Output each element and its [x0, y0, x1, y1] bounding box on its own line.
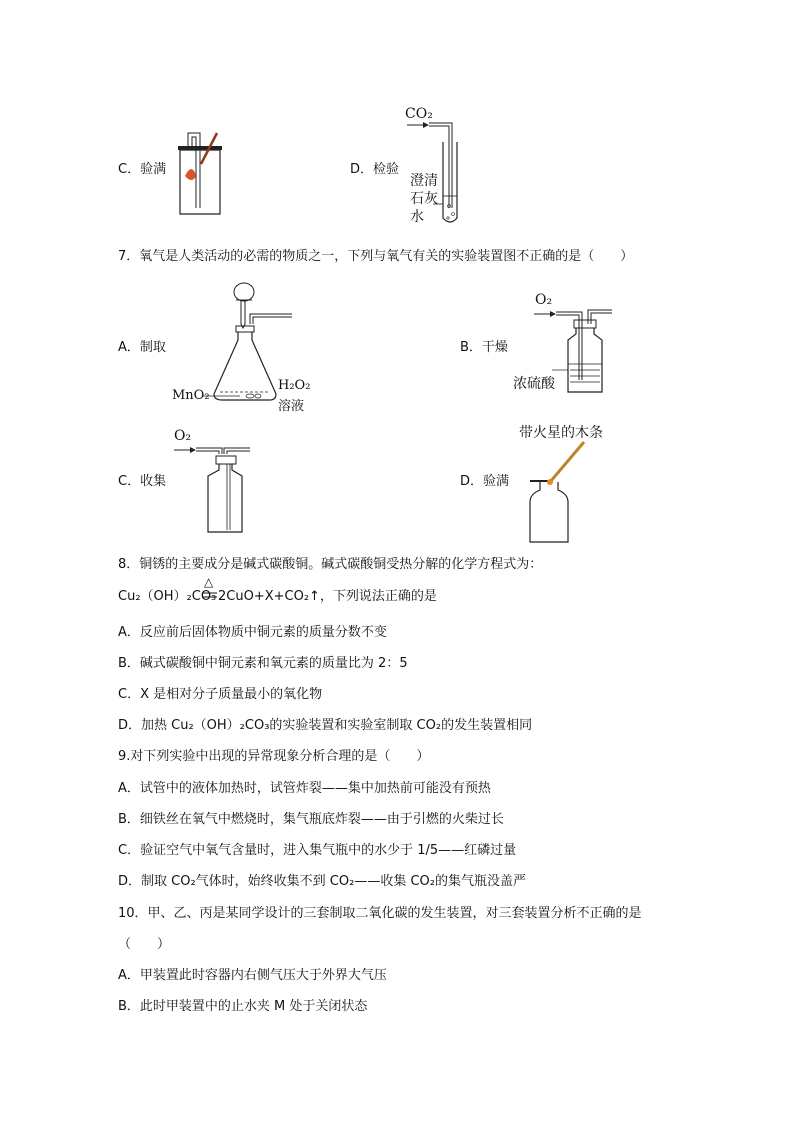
q7-option-b-label: B．干燥 [460, 340, 508, 355]
q9-option-c: C．验证空气中氧气含量时，进入集气瓶中的水少于 1/5——红磷过量 [118, 843, 517, 858]
q7-a-solution-line1: H₂O₂ [278, 378, 311, 393]
q10-stem-line2: （ ） [118, 937, 171, 952]
q8-option-b: B．碱式碳酸铜中铜元素和氧元素的质量比为 2：5 [118, 656, 408, 671]
q7-stem: 7．氧气是人类活动的必需的物质之一，下列与氧气有关的实验装置图不正确的是（ ） [118, 249, 634, 264]
q6-d-gas-label: CO₂ [405, 106, 433, 122]
q7-d-splint-label: 带火星的木条 [519, 425, 603, 441]
q6-d-reagent-line1: 澄清 [410, 173, 438, 189]
q10-option-a: A．甲装置此时容器内右侧气压大于外界大气压 [118, 968, 387, 983]
q8-equation-heat-condition: △ [204, 575, 214, 589]
q6-verify-full-bottle-diagram [170, 128, 230, 218]
q6-d-reagent-line2: 石灰 [410, 191, 438, 207]
q9-option-a: A．试管中的液体加热时，试管炸裂——集中加热前可能没有预热 [118, 781, 491, 796]
q7-verify-full-bottle-diagram [522, 440, 602, 544]
q6-option-c-label: C．验满 [118, 162, 167, 177]
q8-equation-equals-sign [203, 591, 217, 599]
q8-option-a: A．反应前后固体物质中铜元素的质量分数不变 [118, 625, 387, 640]
q7-b-reagent-label: 浓硫酸 [513, 376, 555, 392]
q9-stem: 9.对下列实验中出现的异常现象分析合理的是（ ） [118, 749, 430, 764]
q8-stem: 8．铜锈的主要成分是碱式碳酸铜。碱式碳酸铜受热分解的化学方程式为： [118, 557, 543, 572]
q8-option-d: D．加热 Cu₂（OH）₂CO₃的实验装置和实验室制取 CO₂的发生装置相同 [118, 718, 533, 733]
q7-gas-collection-bottle-diagram [172, 442, 262, 538]
q8-equation-right: 2CuO+X+CO₂↑，下列说法正确的是 [218, 589, 437, 604]
q6-option-d-label: D．检验 [350, 162, 400, 177]
q9-option-b: B．细铁丝在氧气中燃烧时，集气瓶底炸裂——由于引燃的火柴过长 [118, 812, 504, 827]
q7-a-solution-line2: 溶液 [278, 399, 305, 414]
q8-equation-left: Cu₂（OH）₂CO₃ [118, 589, 217, 604]
q10-stem-line1: 10．甲、乙、丙是某同学设计的三套制取二氧化碳的发生装置，对三套装置分析不正确的是 [118, 906, 642, 921]
q7-a-catalyst-label: MnO₂ [172, 388, 210, 403]
q9-option-d: D．制取 CO₂气体时，始终收集不到 CO₂——收集 CO₂的集气瓶没盖严 [118, 874, 526, 889]
q7-c-gas-label: O₂ [174, 428, 192, 444]
q7-option-c-label: C．收集 [118, 474, 167, 489]
q7-b-gas-label: O₂ [535, 292, 553, 308]
q10-option-b: B．此时甲装置中的止水夹 M 处于关闭状态 [118, 999, 368, 1014]
q6-d-reagent-line3: 水 [410, 209, 424, 225]
q7-option-a-label: A．制取 [118, 340, 166, 355]
q8-option-c: C．X 是相对分子质量最小的氧化物 [118, 687, 323, 702]
q7-option-d-label: D．验满 [460, 474, 510, 489]
